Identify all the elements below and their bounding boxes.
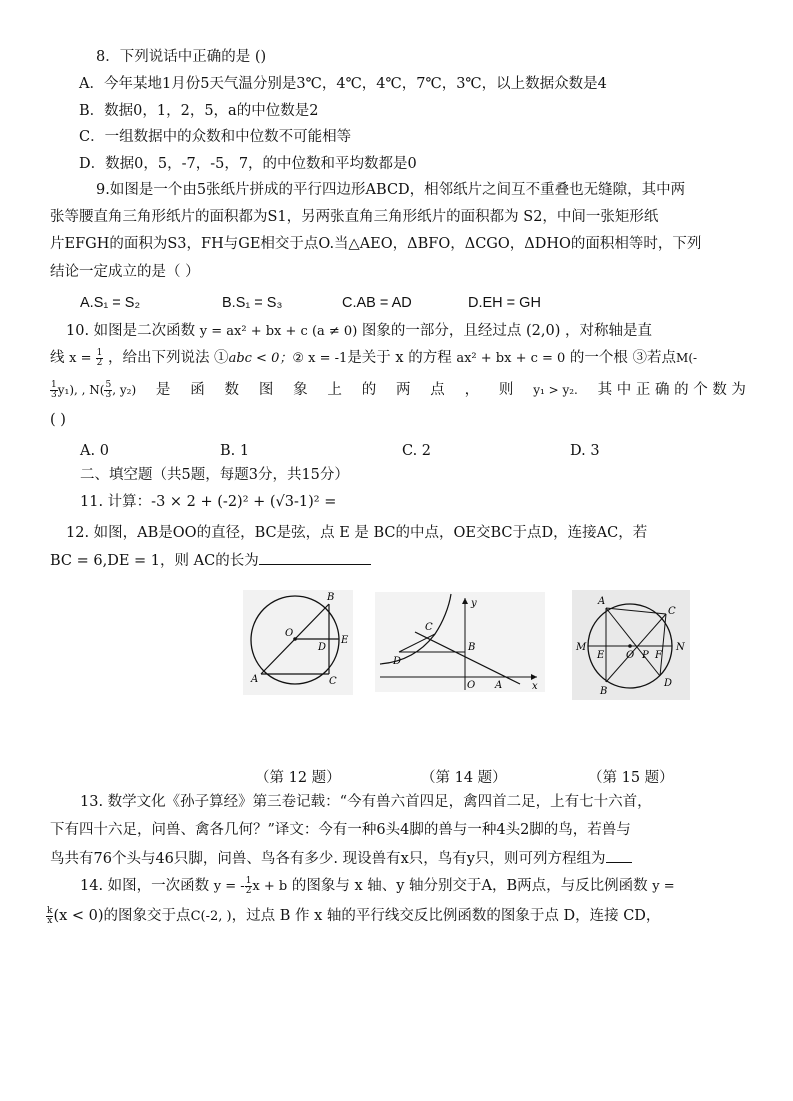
- q14-text: 14. 如图，一次函数: [80, 878, 210, 894]
- q10-line-3: $\frac{1}{3}$ y₁), , N( $\frac{5}{3}$ , y₂) 是 函 数 图 象 上 的 两 点 ， 则 y₁ > y₂. 其 中 正 确 的 个 数 为: [51, 380, 746, 400]
- fraction-denominator: 3: [51, 390, 57, 400]
- fraction-one-half: [96, 349, 104, 368]
- point-c: C(-2, ): [190, 909, 232, 924]
- figure-label: D: [664, 678, 673, 689]
- figure-label: C: [329, 676, 337, 687]
- fraction-denominator: 2: [96, 357, 103, 368]
- figure-label: O: [626, 650, 635, 661]
- q10-text: 10. 如图是二次函数: [66, 323, 196, 339]
- figure-label: D: [393, 656, 402, 667]
- q11: [80, 492, 336, 512]
- q10-line-1: [66, 321, 652, 342]
- figure-label: E: [341, 635, 349, 646]
- q10-option-c: C. 2: [402, 443, 432, 459]
- answer-blank[interactable]: [606, 848, 632, 863]
- figure-label: N: [676, 642, 685, 653]
- q10-word: 上: [327, 382, 342, 398]
- q14-line-1: [80, 876, 675, 897]
- figure-label: P: [642, 650, 649, 661]
- y-comparison: y₁ > y₂.: [533, 383, 578, 397]
- q9-line-1: 9.如图是一个由5张纸片拼成的平行四边形ABCD，相邻纸片之间互不重叠也无缝隙，其中两: [96, 182, 686, 198]
- fraction-numerator: 1: [96, 347, 103, 358]
- figure-label: A: [495, 680, 503, 691]
- q10-statement-1: abc < 0；: [228, 351, 293, 366]
- figure-label: A: [598, 596, 606, 607]
- q10-word: 图: [258, 382, 274, 398]
- fraction-numerator: 5: [105, 380, 112, 390]
- figure-label: B: [468, 642, 476, 653]
- figure-14: [375, 592, 545, 692]
- q10-word: 象: [293, 382, 308, 398]
- q9-option-b: B.S₁ = S₃: [222, 295, 283, 311]
- fraction-denominator: 2: [245, 885, 252, 896]
- q10-word: 两: [396, 382, 411, 398]
- caption-q15: （第 15 题）: [588, 770, 674, 786]
- q9-line-4: 结论一定成立的是（ ）: [50, 264, 200, 280]
- caption-q12: （第 12 题）: [255, 770, 341, 786]
- figure-label: D: [318, 642, 327, 653]
- q11-prefix: 11. 计算：: [80, 494, 152, 510]
- figure-label: B: [327, 592, 335, 603]
- q11-expression: -3 × 2 + (-2)² + (√3-1)² =: [151, 494, 337, 510]
- q10-word: 点: [430, 382, 445, 398]
- q10-text: ，给出下列说法 ①: [107, 350, 229, 366]
- q10-tail: 其 中 正 确 的 个 数 为: [597, 382, 746, 398]
- figure-label: C: [668, 606, 676, 617]
- q14-text: ，过点 B 作 x 轴的平行线交反比例函数的图象于点 D，连接 CD，: [231, 908, 661, 924]
- q10-text: 图象的一部分，且经过点 (2,0) ，对称轴是直: [361, 323, 652, 339]
- fraction-numerator: 1: [51, 380, 57, 390]
- q12-line-2: [50, 550, 371, 571]
- q8-option-d: D．数据0，5，-7，-5，7，的中位数和平均数都是0: [79, 156, 417, 172]
- q8-option-a: A．今年某地1月份5天气温分别是3℃，4℃，4℃，7℃，3℃，以上数据众数是4: [79, 76, 607, 92]
- q10-statement-2: ② x = -1: [292, 351, 348, 366]
- fraction-numerator: k: [47, 905, 53, 916]
- q10-option-a: A. 0: [80, 443, 109, 459]
- q10-line-4: ( ): [50, 412, 66, 428]
- q10-word: 函: [190, 382, 205, 398]
- figure-label: C: [425, 622, 433, 633]
- fraction-five-thirds: [104, 381, 112, 400]
- q12-line-1: 12. 如图，AB是OO的直径，BC是弦，点 E 是 BC的中点，OE交BC于点D，连接AC，若: [66, 525, 648, 541]
- figure-label: A: [251, 674, 259, 685]
- equation: ax² + bx + c = 0: [456, 351, 566, 366]
- linear-function: x + b: [252, 879, 288, 894]
- axis-expression: x =: [69, 351, 96, 366]
- figure-label: x: [532, 681, 538, 692]
- q9-option-c: C.AB = AD: [342, 295, 412, 311]
- linear-function: y = -: [213, 879, 245, 894]
- q13-text: 鸟共有76个头与46只脚，问兽、鸟各有多少. 现设兽有x只，鸟有y只，则可列方程组为: [50, 851, 606, 867]
- quadratic-expression: y = ax² + bx + c (a ≠ 0): [199, 324, 358, 339]
- figure-label: O: [467, 680, 476, 691]
- fraction-numerator: 1: [245, 875, 252, 886]
- y2-label: y₂: [119, 383, 132, 397]
- q9-line-2: 张等腰直角三角形纸片的面积都为S1，另两张直角三角形纸片的面积都为 S2，中间一张矩形纸: [50, 209, 659, 225]
- section-heading: 二、填空题（共5题，每题3分，共15分）: [80, 467, 349, 483]
- figure-12: [243, 590, 353, 695]
- figure-label: F: [655, 650, 662, 661]
- fraction-denominator: 3: [105, 390, 112, 400]
- q9-option-d: D.EH = GH: [468, 295, 541, 311]
- q10-word: 数: [224, 382, 240, 398]
- fraction-denominator: x: [47, 915, 53, 926]
- q13-line-1: 13. 数学文化《孙子算经》第三卷记载：“今有兽六首四足，禽四首二足，上有七十六首，: [80, 794, 652, 810]
- q10-word: 则: [498, 382, 514, 398]
- q10-text: 的一个根 ③若点: [569, 350, 677, 366]
- figure-label: E: [597, 650, 605, 661]
- point-m: M(-: [676, 351, 698, 365]
- inverse-function: y =: [652, 879, 675, 894]
- q14-text: (x < 0)的图象交于点: [53, 908, 191, 924]
- figure-label: y: [471, 598, 477, 609]
- q9-option-a: A.S₁ = S₂: [80, 295, 141, 311]
- q8-option-b: B．数据0，1，2，5，a的中位数是2: [79, 103, 319, 119]
- q14-text: 的图象与 x 轴、y 轴分别交于A，B两点，与反比例函数: [291, 878, 648, 894]
- figure-label: O: [285, 628, 294, 639]
- fraction-one-third: [50, 381, 58, 400]
- q10-text: 线: [50, 350, 65, 366]
- q10-word: ，: [464, 382, 480, 398]
- q12-text: BC = 6,DE = 1，则 AC的长为: [50, 553, 259, 569]
- q10-word: 的: [361, 382, 377, 398]
- q10-text: 是关于 x 的方程: [347, 350, 452, 366]
- answer-blank[interactable]: [259, 550, 371, 565]
- q14-line-2: [46, 906, 660, 927]
- q10-line-2: [50, 348, 697, 369]
- q8-stem: 8．下列说话中正确的是 (): [96, 49, 267, 65]
- caption-q14: （第 14 题）: [421, 770, 507, 786]
- q13-line-2: 下有四十六足，问兽、禽各几何？”译文：今有一种6头4脚的兽与一种4头2脚的鸟，若兽与: [50, 822, 631, 838]
- point-n: N: [89, 383, 100, 397]
- q10-option-d: D. 3: [570, 443, 600, 459]
- q10-option-b: B. 1: [220, 443, 250, 459]
- y1-label: y₁: [57, 383, 70, 397]
- q13-line-3: [50, 848, 632, 869]
- q9-line-3: 片EFGH的面积为S3，FH与GE相交于点O.当△AEO，ΔBFO，ΔCGO，ΔDHO的面积相等时，下列: [50, 236, 702, 252]
- figure-label: M: [576, 642, 587, 653]
- figure-15: [572, 590, 690, 700]
- figure-label: B: [600, 686, 608, 697]
- q10-word: 是: [155, 382, 171, 398]
- q8-option-c: C．一组数据中的众数和中位数不可能相等: [79, 129, 352, 145]
